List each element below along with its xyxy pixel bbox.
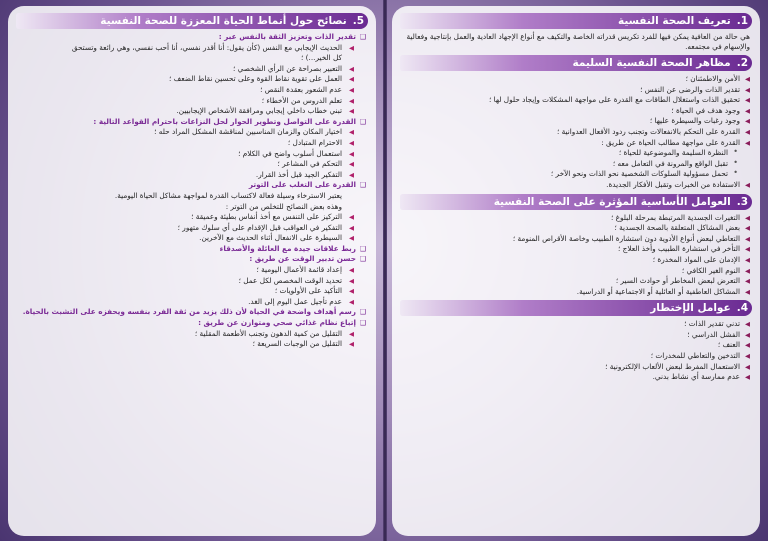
section-2-header: [400, 55, 752, 71]
paragraph-line: يعتبر الاسترخاء وسيلة فعالة لاكتساب القدرة لمواجهة مشاكل الحياة اليومية.: [114, 190, 342, 200]
tip-heading: ❑ القدرة على التواصل وتطوير الحوار لحل النزاعات باحترام القواعد التالية :: [93, 116, 366, 126]
section-2-number: 2.: [736, 57, 748, 69]
list-item: ◀ التعرض لبعض المخاطر أو حوادث السير ؛: [615, 276, 750, 286]
list-item: ◀ الاستفادة من الخبرات وتقبل الأفكار الجديدة.: [606, 179, 750, 189]
list-item: ◀ المشاكل العاطفية أو العائلية أو الاجتماعية أو الدراسية.: [576, 286, 750, 296]
box-bullet-icon: ❑: [359, 181, 366, 190]
triangle-bullet-icon: ◀: [745, 106, 750, 115]
list-item: ◀ وجود هدف في الحياة ؛: [671, 105, 750, 115]
triangle-bullet-icon: ◀: [349, 128, 354, 137]
list-item: ◀ التفكير الجيد قبل أخذ القرار.: [255, 169, 354, 179]
triangle-bullet-icon: ◀: [349, 149, 354, 158]
triangle-bullet-icon: ◀: [349, 75, 354, 84]
triangle-bullet-icon: ◀: [349, 96, 354, 105]
section-1-number: 1.: [736, 15, 748, 27]
triangle-bullet-icon: ◀: [745, 341, 750, 350]
triangle-bullet-icon: ◀: [349, 297, 354, 306]
triangle-bullet-icon: ◀: [745, 373, 750, 382]
section-4-header: [400, 300, 752, 316]
triangle-bullet-icon: ◀: [745, 277, 750, 286]
section-4-title: عوامل الإختطار: [650, 302, 731, 315]
list-item: ◀ تحديد الوقت المخصص لكل عمل ؛: [238, 275, 354, 285]
box-bullet-icon: ❑: [359, 255, 366, 264]
list-item: ◀ العنف ؛: [717, 340, 750, 350]
triangle-bullet-icon: ◀: [745, 287, 750, 296]
risk-factors-list: [400, 319, 752, 383]
triangle-bullet-icon: ◀: [349, 276, 354, 285]
sub-list-item: • تحمل مسؤولية السلوكات الشخصية نحو الذات ونحو الآخر ؛: [550, 168, 738, 179]
list-item: ◀ تبني خطاب داخلي إيجابي ومرافقة الأشخاص الإيجابيين.: [176, 106, 354, 116]
tip-heading: ❑ حسن تدبير الوقت عن طريق :: [249, 254, 366, 264]
box-bullet-icon: ❑: [359, 244, 366, 253]
list-item: ◀ الحديث الإيجابي مع النفس (كأن يقول: أنا أقدر نفسي، أنا أحب نفسي، وهي رائعة وتستحق: [71, 42, 354, 52]
section-2-title: مظاهر الصحة النفسية السليمة: [572, 57, 731, 69]
section-3-title: العوامل الأساسية المؤثرة على الصحة النفسية: [493, 195, 731, 208]
list-item: ◀ التقليل من الوجبات السريعة ؛: [252, 339, 354, 349]
triangle-bullet-icon: ◀: [349, 266, 354, 275]
triangle-bullet-icon: ◀: [349, 85, 354, 94]
triangle-bullet-icon: ◀: [349, 234, 354, 243]
triangle-bullet-icon: ◀: [745, 117, 750, 126]
left-page: [8, 6, 376, 536]
triangle-bullet-icon: ◀: [745, 96, 750, 105]
triangle-bullet-icon: ◀: [745, 266, 750, 275]
healthy-signs-list: [400, 74, 752, 191]
triangle-bullet-icon: ◀: [745, 180, 750, 189]
list-item: ◀ التقليل من كمية الدهون وتجنب الأطعمة المقلية ؛: [194, 328, 354, 338]
list-item: ◀ القدرة على مواجهة مطالب الحياة عن طريق :: [601, 137, 750, 147]
triangle-bullet-icon: ◀: [745, 234, 750, 243]
tip-heading: ❑ ربط علاقات جيدة مع العائلة والأصدقاء: [219, 243, 366, 253]
section-5-title: نصائح حول أنماط الحياة المعززة للصحة النفسية: [100, 15, 347, 27]
triangle-bullet-icon: ◀: [745, 330, 750, 339]
list-item: ◀ الأمن والاطمئنان ؛: [685, 74, 750, 83]
list-item: ◀ النوم الغير الكافي ؛: [681, 265, 750, 275]
list-item-continuation: كل الخير...) ؛: [301, 53, 342, 63]
triangle-bullet-icon: ◀: [745, 127, 750, 136]
triangle-bullet-icon: ◀: [745, 352, 750, 361]
triangle-bullet-icon: ◀: [349, 287, 354, 296]
definition-paragraph: هي حالة من العافية يمكن فيها للفرد تكريس قدراته الخاصة والتكيف مع أنواع الإجهاد العادية والعمل بإنتاجية وفعالية والإسهام في مجتمعه.: [406, 32, 750, 51]
triangle-bullet-icon: ◀: [349, 160, 354, 169]
paragraph-line: وهذه بعض النصائح للتخلص من التوتر :: [225, 201, 342, 211]
section-4-number: 4.: [736, 302, 748, 315]
list-item: ◀ تقدير الذات والرضى عن النفس ؛: [640, 84, 750, 94]
triangle-bullet-icon: ◀: [349, 107, 354, 116]
list-item: ◀ التغيرات الجسدية المرتبطة بمرحلة البلوغ ؛: [611, 212, 750, 222]
sub-list-item: • تقبل الواقع والمرونة في التعامل معه ؛: [612, 157, 738, 168]
list-item: ◀ العمل على تقوية نقاط القوة وعلى تحسين نقاط الضعف ؛: [169, 74, 354, 84]
dot-bullet-icon: •: [733, 147, 738, 157]
triangle-bullet-icon: ◀: [349, 340, 354, 349]
list-item: ◀ عدم ممارسة أي نشاط بدني.: [652, 372, 750, 382]
right-page: [392, 6, 760, 536]
list-item: ◀ التفكير في العواقب قبل الإقدام على أي سلوك متهور ؛: [177, 222, 354, 232]
list-item: ◀ عدم تأجيل عمل اليوم إلى الغد.: [248, 296, 354, 306]
tip-heading: ❑ تقدير الذات وتعزيز الثقة بالنفس عبر :: [218, 32, 366, 41]
list-item: ◀ القدرة على التحكم بالانفعالات وتجنب ردود الأفعال العدوانية ؛: [556, 126, 750, 136]
triangle-bullet-icon: ◀: [349, 223, 354, 232]
triangle-bullet-icon: ◀: [745, 224, 750, 233]
triangle-bullet-icon: ◀: [349, 43, 354, 52]
list-item: ◀ وجود رغبات والسيطرة عليها ؛: [649, 116, 750, 126]
list-item: ◀ الاستعمال المفرط لبعض الألعاب الإلكترونية ؛: [605, 361, 750, 371]
list-item: ◀ تحقيق الذات واستغلال الطاقات مع القدرة على مواجهة المشكلات وإيجاد حلول لها ؛: [489, 95, 750, 105]
list-item: ◀ التركيز على التنفس مع أخذ أنفاس بطيئة وعميقة ؛: [191, 212, 354, 222]
box-bullet-icon: ❑: [359, 308, 366, 317]
section-5-header: [16, 13, 368, 29]
list-item: ◀ تدني تقدير الذات ؛: [684, 319, 750, 329]
list-item: ◀ التعبير بصراحة عن الرأي الشخصي ؛: [233, 63, 354, 73]
dot-bullet-icon: •: [733, 168, 738, 178]
section-1-title: تعريف الصحة النفسية: [617, 15, 731, 27]
section-3-number: 3.: [736, 195, 748, 208]
list-item: ◀ استعمال أسلوب واضح في الكلام ؛: [238, 148, 354, 158]
list-item: ◀ الإدمان على المواد المخدرة ؛: [652, 254, 750, 264]
factors-list: [400, 213, 752, 298]
dot-bullet-icon: •: [733, 157, 738, 167]
list-item: ◀ التأكيد على الأولويات ؛: [274, 286, 354, 296]
section-1-header: [400, 13, 752, 29]
triangle-bullet-icon: ◀: [349, 329, 354, 338]
sub-list-item: • النظرة السليمة والموضوعية للحياة ؛: [618, 147, 738, 158]
list-item: ◀ الفشل الدراسي ؛: [687, 329, 750, 339]
page-fold: [383, 0, 387, 541]
triangle-bullet-icon: ◀: [745, 213, 750, 222]
box-bullet-icon: ❑: [359, 33, 366, 41]
section-3-header: [400, 194, 752, 210]
box-bullet-icon: ❑: [359, 319, 366, 328]
list-item: ◀ بعض المشاكل المتعلقة بالصحة الجسدية ؛: [614, 223, 750, 233]
triangle-bullet-icon: ◀: [745, 245, 750, 254]
triangle-bullet-icon: ◀: [745, 75, 750, 83]
list-item: ◀ تعلم الدروس من الأخطاء ؛: [261, 95, 354, 105]
list-item: ◀ التحكم في المشاعر ؛: [277, 159, 354, 169]
list-item: ◀ التعاطي لبعض أنواع الأدوية دون استشارة الطبيب وخاصة الأقراص المنومة ؛: [512, 233, 750, 243]
triangle-bullet-icon: ◀: [745, 138, 750, 147]
lifestyle-tips-list: [16, 32, 368, 350]
section-5-number: 5.: [352, 15, 364, 27]
triangle-bullet-icon: ◀: [745, 320, 750, 329]
list-item: ◀ إعداد قائمة الأعمال اليومية ؛: [256, 265, 354, 275]
list-item: ◀ الاحترام المتبادل ؛: [287, 137, 354, 147]
triangle-bullet-icon: ◀: [745, 362, 750, 371]
triangle-bullet-icon: ◀: [349, 138, 354, 147]
triangle-bullet-icon: ◀: [349, 170, 354, 179]
list-item: ◀ السيطرة على الانفعال أثناء الحديث مع الآخرين.: [199, 233, 354, 243]
triangle-bullet-icon: ◀: [745, 255, 750, 264]
list-item: ◀ التدخين والتعاطي للمخدرات ؛: [650, 351, 750, 361]
triangle-bullet-icon: ◀: [349, 213, 354, 222]
tip-heading: ❑ إتباع نظام غذائي صحي ومتوازن عن طريق :: [198, 318, 366, 328]
box-bullet-icon: ❑: [359, 117, 366, 126]
tip-heading: ❑ القدرة على التغلب على التوتر: [248, 180, 366, 190]
list-item: ◀ اختيار المكان والزمان المناسبين لمناقشة المشكل المراد حله ؛: [154, 127, 354, 137]
list-item: ◀ عدم الشعور بعقدة النقص ؛: [260, 84, 354, 94]
triangle-bullet-icon: ◀: [745, 85, 750, 94]
tip-heading: ❑ رسم أهداف واضحة في الحياة لأن ذلك يزيد من ثقة الفرد بنفسه ويحفزه على التشبث بالحياة.: [22, 307, 366, 317]
list-item: ◀ التأخر في استشارة الطبيب وأخذ العلاج ؛: [618, 244, 750, 254]
triangle-bullet-icon: ◀: [349, 64, 354, 73]
